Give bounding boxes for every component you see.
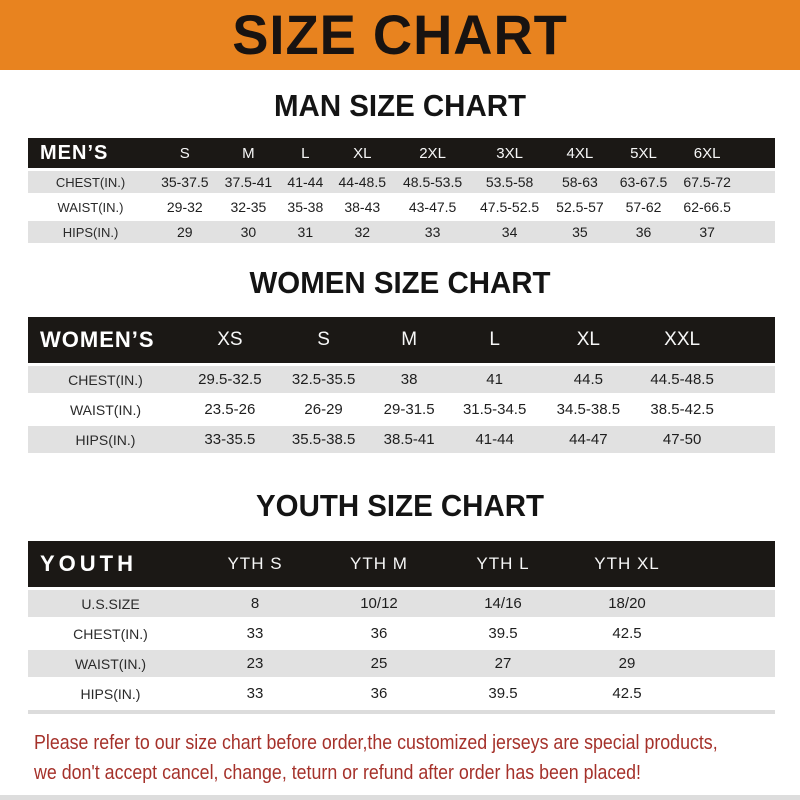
size-value: 67.5-72 <box>675 171 739 193</box>
size-value: 35 <box>548 221 612 243</box>
footer-line-2: we don't accept cancel, change, teturn or refund after order has been placed! <box>34 762 642 784</box>
size-value: 10/12 <box>317 590 441 617</box>
size-value: 41 <box>448 366 542 393</box>
row-label: HIPS(IN.) <box>28 426 183 453</box>
size-value: 39.5 <box>441 680 565 707</box>
size-value: 29-31.5 <box>370 396 447 423</box>
size-column-header: M <box>370 317 447 363</box>
size-value: 44.5 <box>542 366 636 393</box>
header-trailing-space <box>729 317 775 363</box>
size-value: 44-47 <box>542 426 636 453</box>
size-value: 35-37.5 <box>153 171 217 193</box>
size-value: 39.5 <box>441 620 565 647</box>
size-column-header: XL <box>330 138 394 168</box>
size-column-header: S <box>277 317 371 363</box>
men-section-heading: MAN SIZE CHART <box>274 88 526 123</box>
row-trailing-space <box>739 171 775 193</box>
header-trailing-space <box>739 138 775 168</box>
size-value: 29.5-32.5 <box>183 366 277 393</box>
youth-section-heading: YOUTH SIZE CHART <box>256 488 544 523</box>
size-value: 32-35 <box>217 196 281 218</box>
size-value: 42.5 <box>565 680 689 707</box>
size-value: 32 <box>330 221 394 243</box>
size-value: 29 <box>153 221 217 243</box>
row-trailing-space <box>739 221 775 243</box>
size-column-header: S <box>153 138 217 168</box>
size-value: 38 <box>370 366 447 393</box>
size-value: 63-67.5 <box>612 171 676 193</box>
size-column-header: 6XL <box>675 138 739 168</box>
row-label: CHEST(IN.) <box>28 171 153 193</box>
row-trailing-space <box>689 680 775 707</box>
row-label: WAIST(IN.) <box>28 396 183 423</box>
size-value: 31 <box>280 221 330 243</box>
women-section-heading: WOMEN SIZE CHART <box>249 265 551 300</box>
table-row <box>28 590 775 617</box>
size-column-header: XXL <box>635 317 729 363</box>
men-size-table <box>28 135 775 246</box>
size-value: 53.5-58 <box>471 171 548 193</box>
banner-title: SIZE CHART <box>232 3 568 66</box>
row-trailing-space <box>689 620 775 647</box>
size-column-header: XL <box>542 317 636 363</box>
row-label: WAIST(IN.) <box>28 196 153 218</box>
table-row <box>28 680 775 707</box>
size-value: 41-44 <box>280 171 330 193</box>
size-value: 36 <box>612 221 676 243</box>
size-value: 57-62 <box>612 196 676 218</box>
size-value: 35-38 <box>280 196 330 218</box>
size-value: 18/20 <box>565 590 689 617</box>
size-value: 33-35.5 <box>183 426 277 453</box>
table-row <box>28 650 775 677</box>
table-corner-label: WOMEN’S <box>28 317 183 363</box>
row-label: CHEST(IN.) <box>28 620 193 647</box>
table-row <box>28 426 775 453</box>
size-column-header: XS <box>183 317 277 363</box>
size-value: 32.5-35.5 <box>277 366 371 393</box>
size-value: 43-47.5 <box>394 196 471 218</box>
size-column-header: YTH XL <box>565 541 689 587</box>
size-value: 36 <box>317 620 441 647</box>
size-column-header: L <box>280 138 330 168</box>
header-trailing-space <box>689 541 775 587</box>
size-value: 58-63 <box>548 171 612 193</box>
row-label: HIPS(IN.) <box>28 221 153 243</box>
size-value: 42.5 <box>565 620 689 647</box>
size-value: 14/16 <box>441 590 565 617</box>
size-value: 25 <box>317 650 441 677</box>
size-value: 36 <box>317 680 441 707</box>
size-value: 34.5-38.5 <box>542 396 636 423</box>
women-size-table <box>28 314 775 456</box>
size-value: 29-32 <box>153 196 217 218</box>
table-header-row <box>28 317 775 363</box>
size-column-header: 3XL <box>471 138 548 168</box>
size-value: 35.5-38.5 <box>277 426 371 453</box>
table-row <box>28 396 775 423</box>
youth-size-table <box>28 538 775 710</box>
size-value: 38.5-42.5 <box>635 396 729 423</box>
size-value: 27 <box>441 650 565 677</box>
row-label: HIPS(IN.) <box>28 680 193 707</box>
youth-table-bottom-strip <box>28 710 775 714</box>
size-value: 38-43 <box>330 196 394 218</box>
size-value: 23 <box>193 650 317 677</box>
table-header-row <box>28 541 775 587</box>
size-value: 33 <box>193 680 317 707</box>
size-value: 44.5-48.5 <box>635 366 729 393</box>
size-value: 48.5-53.5 <box>394 171 471 193</box>
row-trailing-space <box>739 196 775 218</box>
row-label: WAIST(IN.) <box>28 650 193 677</box>
table-row <box>28 196 775 218</box>
size-value: 37.5-41 <box>217 171 281 193</box>
size-column-header: L <box>448 317 542 363</box>
size-value: 38.5-41 <box>370 426 447 453</box>
size-value: 29 <box>565 650 689 677</box>
row-label: U.S.SIZE <box>28 590 193 617</box>
size-value: 26-29 <box>277 396 371 423</box>
size-column-header: 5XL <box>612 138 676 168</box>
size-column-header: M <box>217 138 281 168</box>
size-value: 52.5-57 <box>548 196 612 218</box>
size-value: 23.5-26 <box>183 396 277 423</box>
size-value: 47-50 <box>635 426 729 453</box>
size-value: 30 <box>217 221 281 243</box>
table-row <box>28 221 775 243</box>
size-value: 41-44 <box>448 426 542 453</box>
size-value: 33 <box>394 221 471 243</box>
footer-line-1: Please refer to our size chart before order,the customized jerseys are special products, <box>34 732 718 754</box>
table-row <box>28 171 775 193</box>
size-value: 8 <box>193 590 317 617</box>
row-label: CHEST(IN.) <box>28 366 183 393</box>
size-value: 33 <box>193 620 317 647</box>
size-column-header: YTH M <box>317 541 441 587</box>
size-column-header: YTH S <box>193 541 317 587</box>
table-header-row <box>28 138 775 168</box>
size-value: 34 <box>471 221 548 243</box>
size-value: 62-66.5 <box>675 196 739 218</box>
footer-disclaimer <box>34 728 800 788</box>
table-corner-label: YOUTH <box>28 541 193 587</box>
size-column-header: 2XL <box>394 138 471 168</box>
size-value: 47.5-52.5 <box>471 196 548 218</box>
page-bottom-edge <box>0 795 800 800</box>
table-row <box>28 366 775 393</box>
size-column-header: YTH L <box>441 541 565 587</box>
row-trailing-space <box>729 366 775 393</box>
size-value: 44-48.5 <box>330 171 394 193</box>
size-chart-banner <box>0 0 800 70</box>
row-trailing-space <box>729 426 775 453</box>
row-trailing-space <box>729 396 775 423</box>
size-column-header: 4XL <box>548 138 612 168</box>
table-corner-label: MEN’S <box>28 138 153 168</box>
row-trailing-space <box>689 590 775 617</box>
size-value: 37 <box>675 221 739 243</box>
table-row <box>28 620 775 647</box>
row-trailing-space <box>689 650 775 677</box>
size-value: 31.5-34.5 <box>448 396 542 423</box>
